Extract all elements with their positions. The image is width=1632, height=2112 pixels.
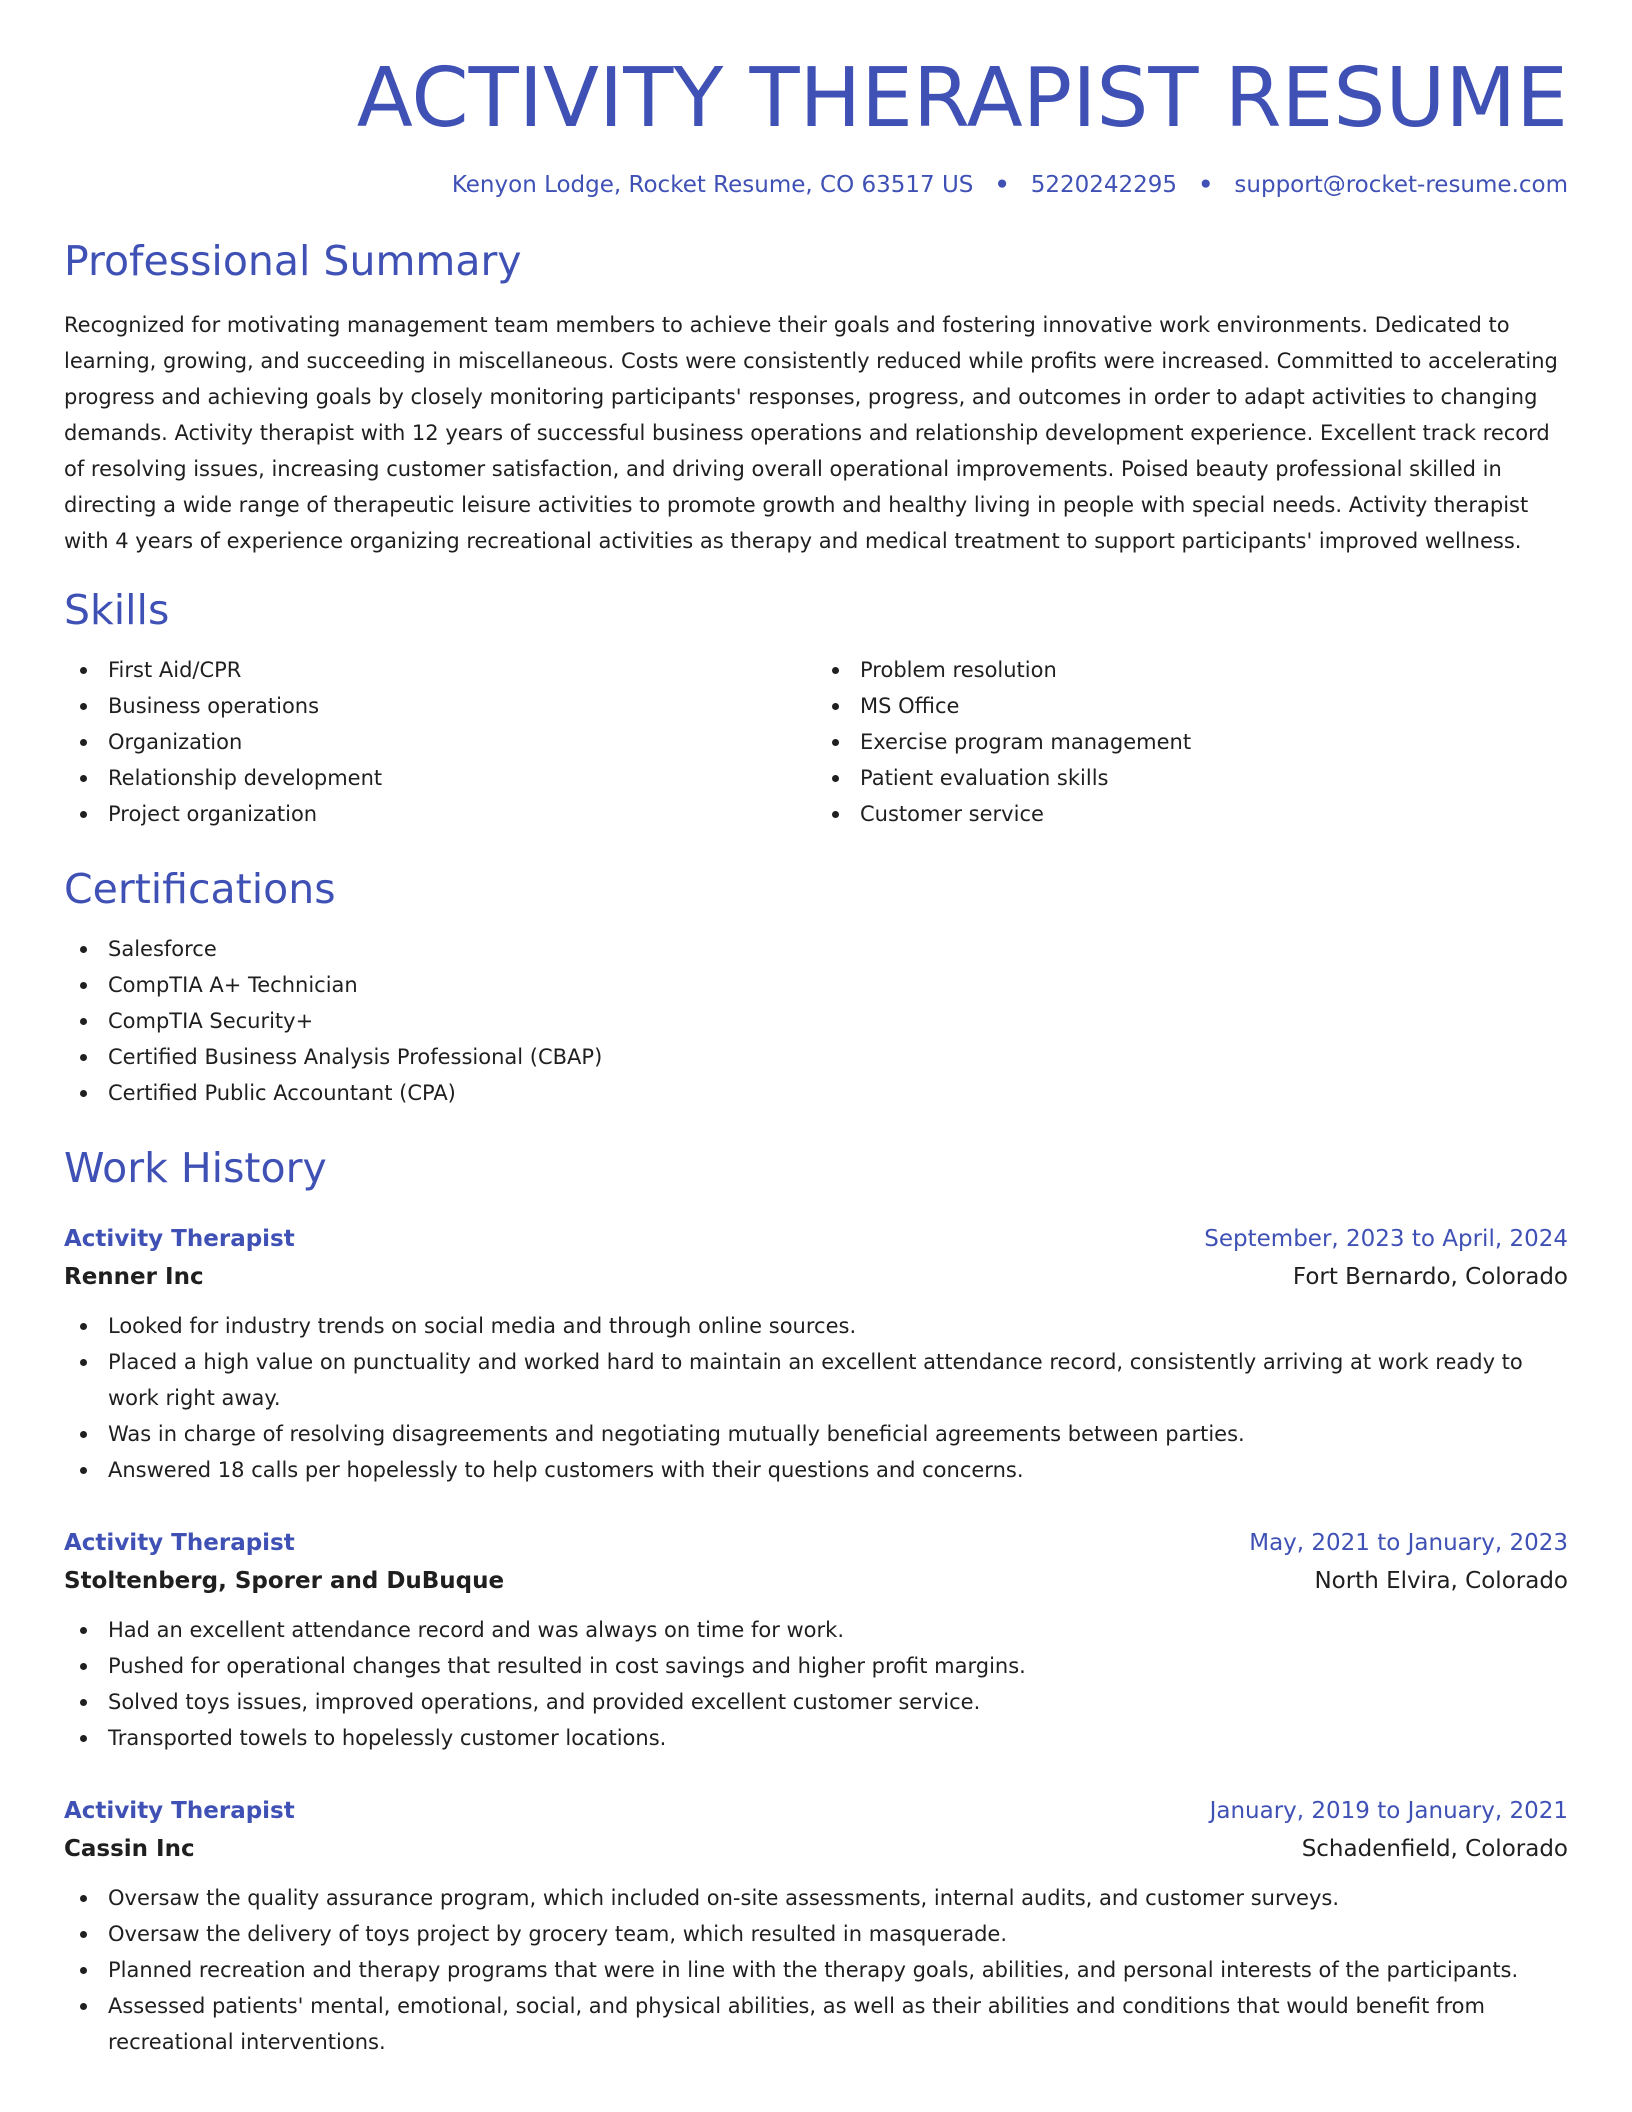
skill-item: First Aid/CPR [64,652,816,688]
resume-title: ACTIVITY THERAPIST RESUME [356,51,1568,146]
job-bullet: Answered 18 calls per hopelessly to help customers with their questions and concerns. [64,1452,1568,1488]
skills-list-right [816,652,1568,832]
skill-item: Relationship development [64,760,816,796]
section-title-summary: Professional Summary [64,236,522,285]
job-bullet: Transported towels to hopelessly customer locations. [64,1720,1568,1756]
job-company-row [64,1256,1568,1294]
skill-item: MS Office [816,688,1568,724]
job-location: Fort Bernardo, Colorado [1292,1264,1568,1291]
job-bullet: Oversaw the delivery of toys project by grocery team, which resulted in masquerade. [64,1916,1568,1952]
certification-item: CompTIA Security+ [64,1003,1568,1039]
skills-section [64,587,1568,832]
section-title-skills: Skills [64,585,170,634]
job-bullet: Had an excellent attendance record and was always on time for work. [64,1612,1568,1648]
skill-item: Exercise program management [816,724,1568,760]
job-entry [64,1222,1568,1488]
summary-text: Recognized for motivating management team members to achieve their goals and fostering innovative work environments. Dedicated to learning, growing, and succeeding in miscellaneous. Costs were consistently reduced while profits were increased. Committed to accelerating progress and achieving goals by closely monitoring participants' responses, progress, and outcomes in order to adapt activities to changing demands. Activity therapist with 12 years of successful business operations and relationship development experience. Excellent track record of resolving issues, increasing customer satisfaction, and driving overall operational improvements. Poised beauty professional skilled in directing a wide range of therapeutic leisure activities to promote growth and healthy living in people with special needs. Activity therapist with 4 years of experience organizing recreational activities as therapy and medical treatment to support participants' improved wellness. [64,312,1558,553]
section-title-work-history: Work History [64,1144,327,1193]
job-bullets [64,1880,1568,2060]
job-company-row [64,1560,1568,1598]
job-entry [64,1526,1568,1756]
job-bullets [64,1308,1568,1488]
skill-item: Project organization [64,796,816,832]
job-location: North Elvira, Colorado [1314,1568,1568,1595]
professional-summary-section [64,238,1568,559]
skill-item: Problem resolution [816,652,1568,688]
job-dates: January, 2019 to January, 2021 [1209,1798,1568,1825]
certification-item: Certified Public Accountant (CPA) [64,1075,1568,1111]
contact-address: Kenyon Lodge, Rocket Resume, CO 63517 US [451,172,974,199]
job-bullet: Planned recreation and therapy programs that were in line with the therapy goals, abilities, and personal interests of the participants. [64,1952,1568,1988]
job-bullets [64,1612,1568,1756]
job-dates: September, 2023 to April, 2024 [1204,1226,1568,1253]
job-title: Activity Therapist [64,1530,295,1557]
skills-grid [64,652,1568,832]
job-bullet: Pushed for operational changes that resulted in cost savings and higher profit margins. [64,1648,1568,1684]
contact-line [64,172,1568,200]
skill-item: Customer service [816,796,1568,832]
contact-phone: 5220242295 [1030,172,1178,199]
contact-email: support@rocket-resume.com [1234,172,1568,199]
job-location: Schadenfield, Colorado [1301,1836,1568,1863]
job-bullet: Placed a high value on punctuality and worked hard to maintain an excellent attendance record, consistently arriving at work ready to work right away. [64,1344,1568,1416]
job-company-row [64,1828,1568,1866]
job-company: Renner Inc [64,1264,204,1291]
job-company: Stoltenberg, Sporer and DuBuque [64,1568,505,1595]
section-title-certifications: Certifications [64,864,336,913]
job-title-row [64,1794,1568,1828]
job-title: Activity Therapist [64,1226,295,1253]
certification-item: Salesforce [64,931,1568,967]
skills-list-left [64,652,816,832]
job-title-row [64,1526,1568,1560]
job-bullet: Was in charge of resolving disagreements and negotiating mutually beneficial agreements between parties. [64,1416,1568,1452]
job-company: Cassin Inc [64,1836,195,1863]
skill-item: Business operations [64,688,816,724]
skill-item: Organization [64,724,816,760]
certifications-section [64,866,1568,1111]
resume-header [64,51,1568,200]
job-bullet: Oversaw the quality assurance program, which included on-site assessments, internal audits, and customer surveys. [64,1880,1568,1916]
job-title-row [64,1222,1568,1256]
job-bullet: Assessed patients' mental, emotional, social, and physical abilities, as well as their abilities and conditions that would benefit from recreational interventions. [64,1988,1568,2060]
contact-separator: • [994,172,1010,199]
job-entry [64,1794,1568,2060]
job-dates: May, 2021 to January, 2023 [1249,1530,1568,1557]
certification-item: CompTIA A+ Technician [64,967,1568,1003]
job-bullet: Looked for industry trends on social media and through online sources. [64,1308,1568,1344]
certification-item: Certified Business Analysis Professional (CBAP) [64,1039,1568,1075]
contact-separator: • [1198,172,1214,199]
work-history-section [64,1145,1568,2060]
skill-item: Patient evaluation skills [816,760,1568,796]
job-bullet: Solved toys issues, improved operations, and provided excellent customer service. [64,1684,1568,1720]
job-title: Activity Therapist [64,1798,295,1825]
certifications-list [64,931,1568,1111]
